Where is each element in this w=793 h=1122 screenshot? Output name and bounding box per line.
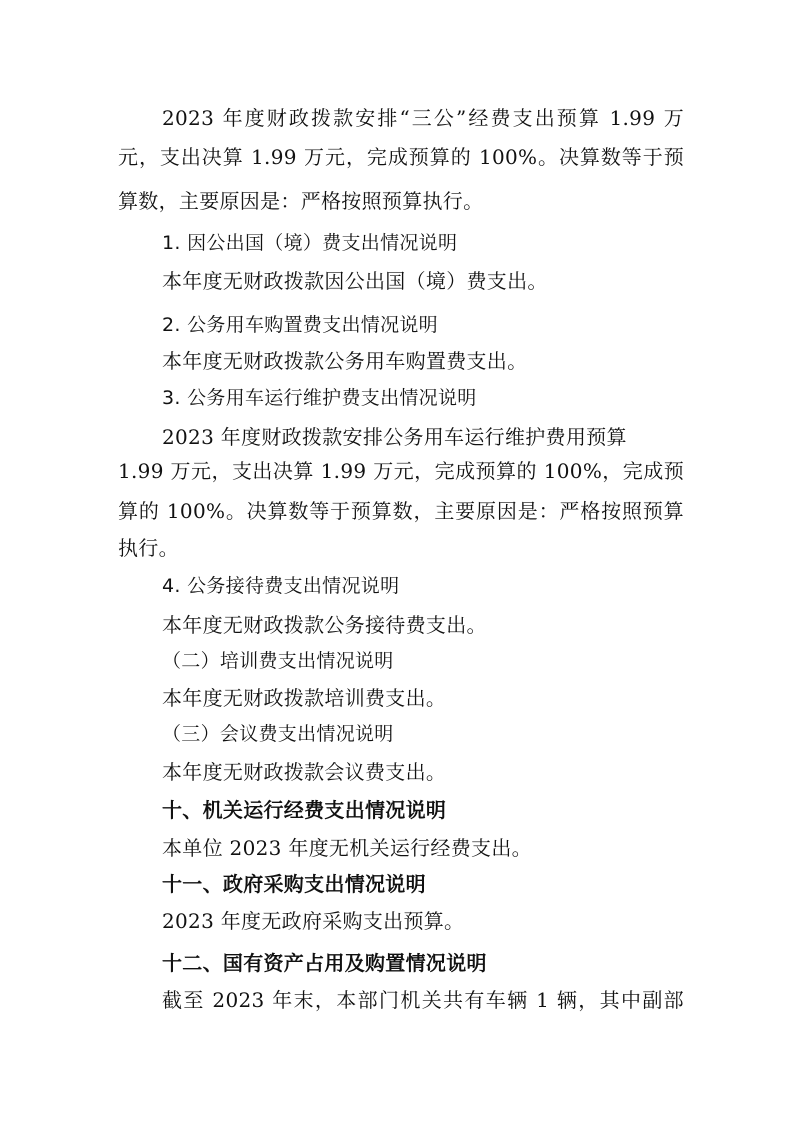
paragraph-line: 元，支出决算 1.99 万元，完成预算的 100%。决算数等于预: [118, 145, 684, 169]
subsection-heading: （三）会议费支出情况说明: [162, 723, 394, 745]
section-heading: 十一、政府采购支出情况说明: [162, 872, 426, 896]
section-heading: 十、机关运行经费支出情况说明: [162, 798, 447, 822]
paragraph-line: 本单位 2023 年度无机关运行经费支出。: [162, 836, 532, 860]
paragraph-line: 本年度无财政拨款公务用车购置费支出。: [162, 349, 528, 373]
paragraph-line: 本年度无财政拨款因公出国（境）费支出。: [162, 269, 548, 293]
paragraph-line: 本年度无财政拨款培训费支出。: [162, 686, 447, 710]
subsection-heading: （二）培训费支出情况说明: [162, 650, 394, 672]
subsection-heading: 3. 公务用车运行维护费支出情况说明: [162, 387, 477, 409]
paragraph-line: 1.99 万元，支出决算 1.99 万元，完成预算的 100%，完成预: [118, 459, 684, 483]
paragraph-line: 本年度无财政拨款会议费支出。: [162, 760, 447, 784]
paragraph-line: 本年度无财政拨款公务接待费支出。: [162, 613, 487, 637]
paragraph-line: 执行。: [118, 536, 179, 560]
paragraph-line: 截至 2023 年末，本部门机关共有车辆 1 辆，其中副部: [162, 988, 684, 1012]
paragraph-line: 2023 年度财政拨款安排“三公”经费支出预算 1.99 万: [162, 106, 684, 130]
paragraph-line: 算数，主要原因是：严格按照预算执行。: [118, 189, 484, 213]
paragraph-line: 2023 年度财政拨款安排公务用车运行维护费用预算: [162, 425, 627, 449]
subsection-heading: 4. 公务接待费支出情况说明: [162, 575, 400, 597]
subsection-heading: 1. 因公出国（境）费支出情况说明: [162, 232, 458, 254]
section-heading: 十二、国有资产占用及购置情况说明: [162, 951, 487, 975]
subsection-heading: 2. 公务用车购置费支出情况说明: [162, 314, 438, 336]
paragraph-line: 算的 100%。决算数等于预算数，主要原因是：严格按照预算: [118, 499, 684, 523]
paragraph-line: 2023 年度无政府采购支出预算。: [162, 909, 465, 933]
